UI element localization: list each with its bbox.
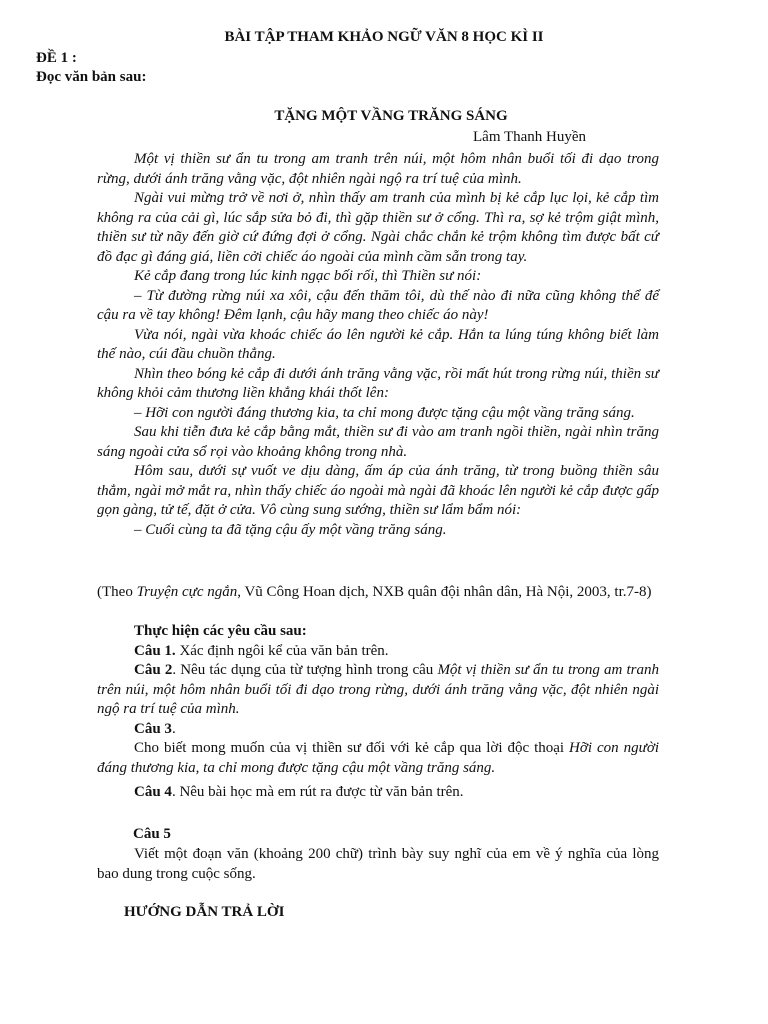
story-paragraph: – Từ đường rừng núi xa xôi, cậu đến thăm tôi, dù thế nào đi nữa cũng không thể để cậu ra về tay không! Đêm lạnh, cậu hãy mang theo chiếc áo này! bbox=[97, 287, 659, 323]
story-body bbox=[97, 150, 659, 540]
question-3-label-line bbox=[97, 720, 659, 740]
question-label: Câu 1. bbox=[134, 642, 176, 659]
question-quote: Hỡi con người đáng thương kia, ta chỉ mong được tặng cậu một vầng trăng sáng. bbox=[97, 740, 659, 776]
question-quote: Một vị thiền sư ẩn tu trong am tranh trên núi, một hôm nhân buổi tối đi dạo trong rừng, dưới ánh trăng vằng vặc, đột nhiên ngài ngộ ra trí tuệ của mình. bbox=[97, 662, 660, 717]
question-1 bbox=[97, 642, 659, 662]
tasks-heading: Thực hiện các yêu cầu sau: bbox=[134, 623, 307, 639]
story-paragraph: – Cuối cùng ta đã tặng cậu ấy một vầng trăng sáng. bbox=[134, 521, 447, 538]
story-paragraph: Sau khi tiễn đưa kẻ cắp bằng mắt, thiền sư đi vào am tranh ngồi thiền, ngài nhìn trăng sáng ngoài cửa sổ rọi vào khoảng không trong nhà. bbox=[97, 424, 659, 460]
story-paragraph: Một vị thiền sư ẩn tu trong am tranh trên núi, một hôm nhân buổi tối đi dạo trong rừng, dưới ánh trăng vằng vặc, đột nhiên ngài ngộ ra trí tuệ của mình. bbox=[97, 151, 659, 187]
story-author: Lâm Thanh Huyền bbox=[473, 129, 587, 145]
answer-heading: HƯỚNG DẪN TRẢ LỜI bbox=[124, 904, 285, 920]
question-text: . Nêu tác dụng của từ tượng hình trong câu bbox=[172, 662, 438, 678]
source-suffix: , Vũ Công Hoan dịch, NXB quân đội nhân dân, Hà Nội, 2003, tr.7-8) bbox=[237, 584, 652, 600]
source-prefix: (Theo bbox=[97, 584, 137, 600]
question-3 bbox=[97, 739, 659, 778]
story-title: TẶNG MỘT VẦNG TRĂNG SÁNG bbox=[274, 108, 508, 124]
story-paragraph: Vừa nói, ngài vừa khoác chiếc áo lên người kẻ cắp. Hắn ta lúng túng không biết làm thế nào, cúi đầu chuồn thẳng. bbox=[97, 326, 659, 362]
reading-instruction: Đọc văn bản sau: bbox=[36, 69, 147, 85]
story-paragraph: Hôm sau, dưới sự vuốt ve dịu dàng, ấm áp của ánh trăng, từ trong buồng thiền sâu thẳm, ngài mở mắt ra, nhìn thấy chiếc áo ngoài mà ngài đã khoác lên người kẻ cắp được gấp gọn gàng, tử tế, đặt ở cửa. Vô cùng sung sướng, thiền sư lẩm bẩm nói: bbox=[97, 463, 659, 518]
question-5: Viết một đoạn văn (khoảng 200 chữ) trình bày suy nghĩ của em về ý nghĩa của lòng bao dung trong cuộc sống. bbox=[97, 846, 659, 882]
story-paragraph: Nhìn theo bóng kẻ cắp đi dưới ánh trăng vằng vặc, rồi mất hút trong rừng núi, thiền sư không khỏi cảm thương liền khẳng khái thốt lên: bbox=[97, 365, 659, 401]
story-paragraph: – Hỡi con người đáng thương kia, ta chỉ mong được tặng cậu một vầng trăng sáng. bbox=[134, 404, 635, 421]
question-label: Câu 4 bbox=[134, 784, 172, 800]
question-label: Câu 3 bbox=[134, 720, 172, 737]
story-paragraph: Kẻ cắp đang trong lúc kinh ngạc bối rối, thì Thiền sư nói: bbox=[134, 268, 482, 284]
question-dot: . bbox=[171, 720, 176, 737]
story-paragraph: Ngài vui mừng trở về nơi ở, nhìn thấy am tranh của mình bị kẻ cắp lục lọi, kẻ cắp tìm không ra của cải gì, lúc sắp sửa bỏ đi, thì gặp thiền sư ở cổng. Thì ra, sợ kẻ trộm giật mình, thiền sư từ nãy đến giờ cứ đứng đợi ở cổng. Ngài chắc chắn kẻ trộm không tìm được bất cứ đồ đạc gì đáng giá, liền cởi chiếc áo ngoài của mình cầm sẵn trong tay. bbox=[97, 190, 659, 265]
document-title: BÀI TẬP THAM KHẢO NGỮ VĂN 8 HỌC KÌ II bbox=[224, 29, 544, 45]
source-book: Truyện cực ngắn bbox=[136, 584, 238, 600]
exam-label: ĐỀ 1 : bbox=[36, 50, 77, 66]
questions-section bbox=[97, 622, 659, 803]
question-text: . Nêu bài học mà em rút ra được từ văn bản trên. bbox=[171, 784, 464, 800]
source-citation bbox=[97, 583, 659, 603]
question-text: Cho biết mong muốn của vị thiền sư đối với kẻ cắp qua lời độc thoại bbox=[134, 740, 570, 756]
question-text: Xác định ngôi kể của văn bản trên. bbox=[175, 642, 389, 659]
question-label: Câu 2 bbox=[134, 662, 173, 678]
question-4 bbox=[97, 783, 659, 803]
question-5-label: Câu 5 bbox=[133, 826, 171, 842]
question-2 bbox=[97, 661, 659, 720]
